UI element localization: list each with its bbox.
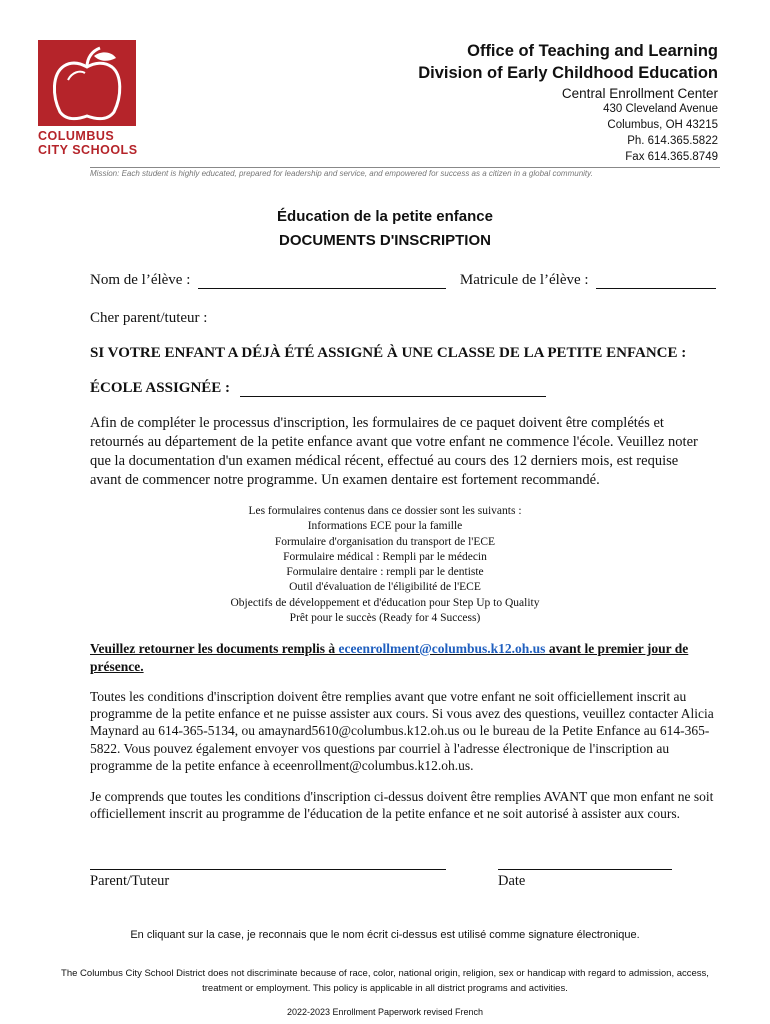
logo-name-line1: COLUMBUS [38,129,115,143]
intro-paragraph: Afin de compléter le processus d'inscription, les formulaires de ce paquet doivent être complétés et retournés au département de la petite enfance avant que votre enfant ne commence l'école. Veuillez noter que la documentation d'un examen médical récent, effectué au cours des 12 derniers mois, est requise avant de commencer notre programme. Un examen dentaire est fortement recommandé. [90,415,698,488]
salutation: Cher parent/tuteur : [90,310,208,326]
phone-number: Ph. 614.365.5822 [627,135,718,147]
nondiscrimination-statement: The Columbus City School District does not discriminate because of race, color, national origin, religion, sex or handicap with regard to admission, access, treatment or employment. This policy is applicable in all district programs and activities. [61,968,709,994]
return-text-before: Veuillez retourner les documents remplis à [90,641,339,656]
conditions-paragraph: Toutes les conditions d'inscription doivent être remplies avant que votre enfant ne soit officiellement inscrit au programme de la petite enfance et ne puisse assister aux cours. Si vous avez des questions, veuillez contacter Alicia Maynard au 614-365-5134, ou amaynard5610@columbus.k12.oh.us ou le bureau de la Petite Enfance au 614-365-5822. Vous pouvez également envoyer vos questions par courriel à l'adresse électronique de l'inscription au programme de la petite enfance à eceenrollment@columbus.k12.oh.us. [90,689,714,773]
student-name-label: Nom de l’élève : [90,272,191,288]
parent-signature-label: Parent/Tuteur [90,873,170,889]
list-item: Formulaire d'organisation du transport de l'ECE [274,535,496,548]
header-divider [90,167,720,168]
return-instructions [90,640,720,676]
document-subtitle: DOCUMENTS D'INSCRIPTION [279,232,491,249]
center-name: Central Enrollment Center [561,86,718,101]
address-line1: 430 Cleveland Avenue [603,103,718,115]
logo-box [38,40,136,126]
document-title: Éducation de la petite enfance [277,208,493,225]
fax-number: Fax 614.365.8749 [625,151,718,163]
date-label: Date [498,873,526,889]
date-field[interactable] [498,869,672,870]
apple-icon [38,40,136,126]
list-item: Prêt pour le succès (Ready for 4 Success) [289,612,481,625]
revision-footer: 2022-2023 Enrollment Paperwork revised French [286,1007,484,1017]
office-title: Office of Teaching and Learning [467,42,718,60]
list-item: Objectifs de développement et d'éducation pour Step Up to Quality [230,596,540,609]
division-title: Division of Early Childhood Education [418,64,718,82]
assigned-class-heading: SI VOTRE ENFANT A DÉJÀ ÉTÉ ASSIGNÉ À UNE CLASSE DE LA PETITE ENFANCE : [90,345,687,361]
student-name-field[interactable] [198,288,446,289]
forms-list [0,504,770,626]
address-line2: Columbus, OH 43215 [607,119,718,131]
return-text-after: avant le premier jour de présence. [90,641,689,674]
list-item: Outil d'évaluation de l'éligibilité de l'ECE [289,581,481,594]
student-id-label: Matricule de l’élève : [459,272,589,288]
student-info-row [90,272,716,289]
mission-statement: Mission: Each student is highly educated, prepared for leadership and service, and empowered for success as a citizen in a global community. [90,169,593,178]
logo-name-line2: CITY SCHOOLS [38,143,138,157]
list-item: Formulaire dentaire : rempli par le dentiste [286,566,484,579]
acknowledgment-paragraph: Je comprends que toutes les conditions d'inscription ci-dessus doivent être remplies AVANT que mon enfant ne soit officiellement inscrit au programme de l'éducation de la petite enfance et ne soit autorisé à assister aux cours. [90,789,714,822]
assigned-school-field[interactable] [240,396,546,397]
list-item: Formulaire médical : Rempli par le médecin [283,550,487,563]
esignature-note: En cliquant sur la case, je reconnais que le nom écrit ci-dessus est utilisé comme signature électronique. [130,929,640,941]
assigned-school-label: ÉCOLE ASSIGNÉE : [90,380,231,396]
list-item: Informations ECE pour la famille [307,520,463,533]
parent-signature-field[interactable] [90,869,446,870]
enrollment-email-link[interactable]: eceenrollment@columbus.k12.oh.us [338,641,546,656]
assigned-school-row [90,380,546,397]
student-id-field[interactable] [596,288,716,289]
forms-list-intro: Les formulaires contenus dans ce dossier sont les suivants : [248,505,522,517]
